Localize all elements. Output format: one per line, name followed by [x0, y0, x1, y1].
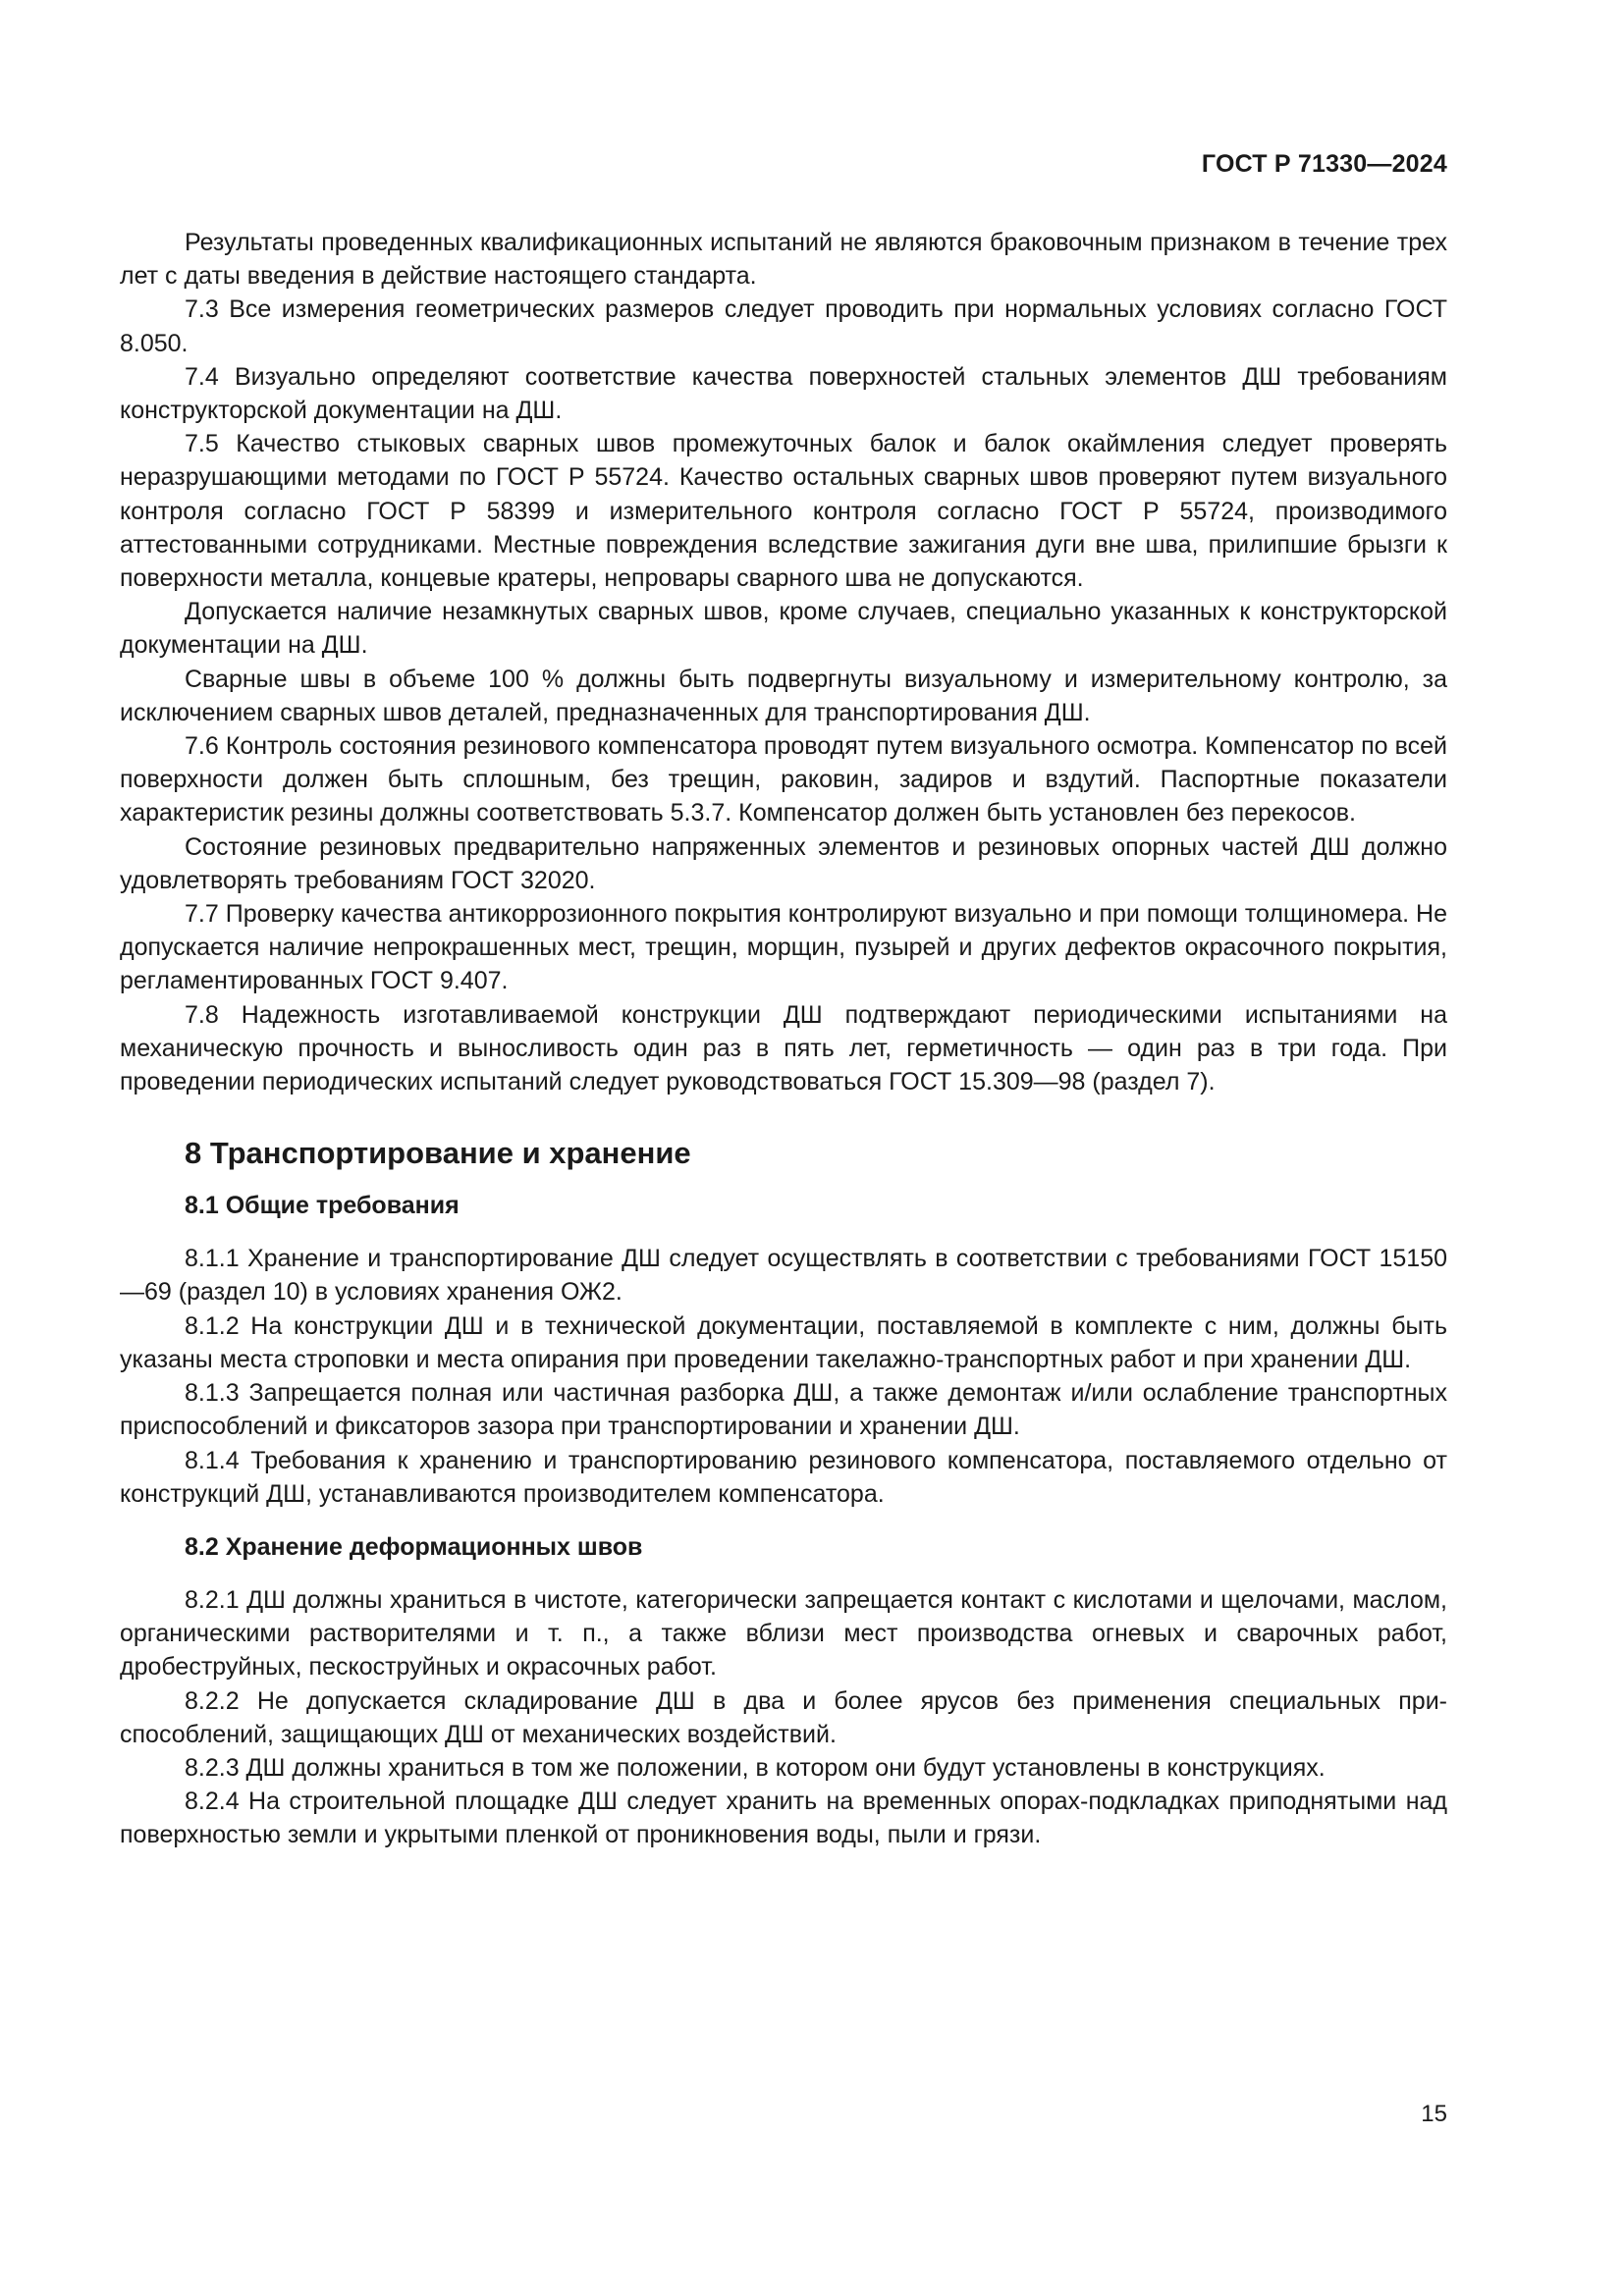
paragraph-7-7: 7.7 Проверку качества антикоррозионного покрытия контролируют визуально и при помощи толщиномера. Не допускается наличие непрокрашенных мест, трещин, морщин, пузырей и других дефектов окрасочного покрытия, регламентированных ГОСТ 9.407.	[120, 900, 1447, 995]
paragraph: Сварные швы в объеме 100 % должны быть подвергнуты визуальному и измерительному контролю, за исключением сварных швов деталей, предназначенных для транспортирования ДШ.	[120, 665, 1447, 726]
paragraph-8-1-3: 8.1.3 Запрещается полная или частичная разборка ДШ, а также демонтаж и/или ослабление транспортных приспособлений и фиксаторов зазора при транспортировании и хранении ДШ.	[120, 1379, 1447, 1441]
paragraph: Результаты проведенных квалификационных испытаний не являются браковочным признаком в течение трех лет с даты введения в действие настоящего стандарта.	[120, 229, 1447, 291]
page-number: 15	[1421, 2101, 1447, 2127]
section-heading-8: 8 Транспортирование и хранение	[185, 1136, 691, 1171]
paragraph-7-5: 7.5 Качество стыковых сварных швов промежуточных балок и балок окаймления следует проверять неразрушающими методами по ГОСТ Р 55724. Качество остальных сварных швов проверяют путем визуального контроля согласно ГОСТ Р 58399 и измерительного контроля согласно ГОСТ Р 55724, производимого аттестованными сотрудниками. Местные повреждения вследствие зажигания дуги вне шва, прилипшие брызги к поверхности металла, концевые кратеры, непровары сварного шва не допускаются.	[120, 430, 1447, 593]
paragraph-8-2-2: 8.2.2 Не допускается складирование ДШ в два и более ярусов без применения специальных приспособлений, защищающих ДШ от механических воздействий.	[120, 1686, 1447, 1748]
paragraph-7-3: 7.3 Все измерения геометрических размеров следует проводить при нормальных условиях согласно ГОСТ 8.050.	[120, 295, 1447, 357]
document-body	[120, 226, 1447, 1852]
paragraph-8-1-1: 8.1.1 Хранение и транспортирование ДШ следует осуществлять в соответствии с требованиями ГОСТ 15150—69 (раздел 10) в условиях хранения ОЖ2.	[120, 1245, 1447, 1307]
paragraph-7-6: 7.6 Контроль состояния резинового компенсатора проводят путем визуального осмотра. Компенсатор по всей поверхности должен быть сплошным, без трещин, раковин, задиров и вздутий. Паспортные показатели характеристик резины должны соответствовать 5.3.7. Компенсатор должен быть установлен без перекосов.	[120, 732, 1447, 828]
paragraph-8-2-1: 8.2.1 ДШ должны храниться в чистоте, категорически запрещается контакт с кислотами и щелочами, маслом, органическими растворителями и т. п., а также вблизи мест производства огневых и сварочных работ, дробеструйных, пескоструйных и окрасочных работ.	[120, 1585, 1447, 1682]
paragraph-7-4: 7.4 Визуально определяют соответствие качества поверхностей стальных элементов ДШ требованиям конструкторской документации на ДШ.	[120, 362, 1447, 425]
paragraph-7-8: 7.8 Надежность изготавливаемой конструкции ДШ подтверждают периодическими испытаниями на механическую прочность и выносливость один раз в пять лет, герметичность — один раз в три года. При проведении периодических испытаний следует руководствоваться ГОСТ 15.309—98 (раздел 7).	[120, 1000, 1447, 1096]
document-code: ГОСТ Р 71330—2024	[1201, 150, 1447, 178]
subsection-heading-8-1: 8.1 Общие требования	[185, 1192, 460, 1220]
subsection-heading-8-2: 8.2 Хранение деформационных швов	[185, 1532, 643, 1561]
paragraph-8-1-4: 8.1.4 Требования к хранению и транспортированию резинового компенсатора, поставляемого отдельно от конструкций ДШ, устанавливаются производителем компенсатора.	[120, 1446, 1447, 1508]
paragraph-8-2-3: 8.2.3 ДШ должны храниться в том же положении, в котором они будут установлены в конструкциях.	[185, 1753, 1326, 1782]
paragraph-8-2-4: 8.2.4 На строительной площадке ДШ следует хранить на временных опорах-подкладках приподнятыми над поверхностью земли и укрытыми пленкой от проникновения воды, пыли и грязи.	[120, 1788, 1447, 1849]
paragraph: Состояние резиновых предварительно напряженных элементов и резиновых опорных частей ДШ должно удовлетворять требованиям ГОСТ 32020.	[120, 832, 1447, 894]
paragraph: Допускается наличие незамкнутых сварных швов, кроме случаев, специально указанных к конструкторской документации на ДШ.	[120, 598, 1447, 660]
paragraph-8-1-2: 8.1.2 На конструкции ДШ и в технической документации, поставляемой в комплекте с ним, должны быть указаны места строповки и места опирания при проведении такелажно-транспортных работ и при хранении ДШ.	[120, 1311, 1447, 1373]
